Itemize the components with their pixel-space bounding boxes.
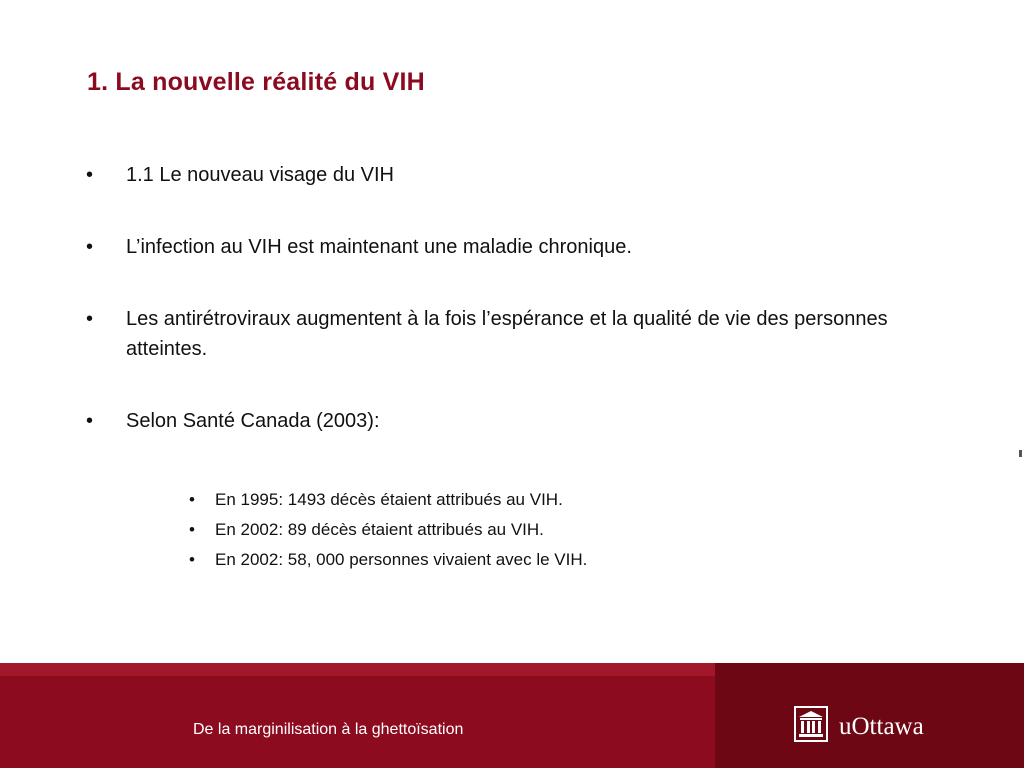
bullet-item <box>86 406 946 436</box>
sub-bullet-item <box>189 485 587 515</box>
footer-left-panel <box>0 676 715 768</box>
footer <box>0 663 1024 768</box>
bullet-text: L’infection au VIH est maintenant une maladie chronique. <box>126 236 632 258</box>
sub-bullet-text: En 2002: 58, 000 personnes vivaient avec le VIH. <box>215 550 588 569</box>
sub-bullet-text: En 2002: 89 décès étaient attribués au VIH. <box>215 520 544 539</box>
university-building-icon <box>793 705 829 748</box>
bullet-item <box>86 304 946 364</box>
bullet-dot: • <box>86 236 94 258</box>
bullet-text: Selon Santé Canada (2003): <box>126 410 380 432</box>
bullet-text: 1.1 Le nouveau visage du VIH <box>126 164 394 186</box>
bullet-text: Les antirétroviraux augmentent à la fois l’espérance et la qualité de vie des personnes atteintes. <box>126 308 888 360</box>
sub-bullet-item <box>189 515 587 545</box>
edge-mark <box>1019 450 1022 457</box>
uottawa-logo <box>793 705 924 748</box>
sub-bullet-text: En 1995: 1493 décès étaient attribués au VIH. <box>215 490 563 509</box>
sub-bullet-item <box>189 545 587 575</box>
slide-title: 1. La nouvelle réalité du VIH <box>87 68 425 96</box>
bullet-dot: • <box>86 308 94 330</box>
bullet-list <box>86 160 946 436</box>
bullet-item <box>86 160 946 190</box>
footer-right-panel <box>715 663 1024 768</box>
sub-bullet-dot: • <box>189 520 195 539</box>
sub-bullet-dot: • <box>189 490 195 509</box>
sub-bullet-dot: • <box>189 550 195 569</box>
bullet-item <box>86 232 946 262</box>
logo-text: uOttawa <box>839 712 924 740</box>
footer-title: De la marginilisation à la ghettoïsation <box>193 721 464 738</box>
bullet-dot: • <box>86 410 94 432</box>
sub-bullet-list <box>189 485 587 575</box>
bullet-dot: • <box>86 164 94 186</box>
